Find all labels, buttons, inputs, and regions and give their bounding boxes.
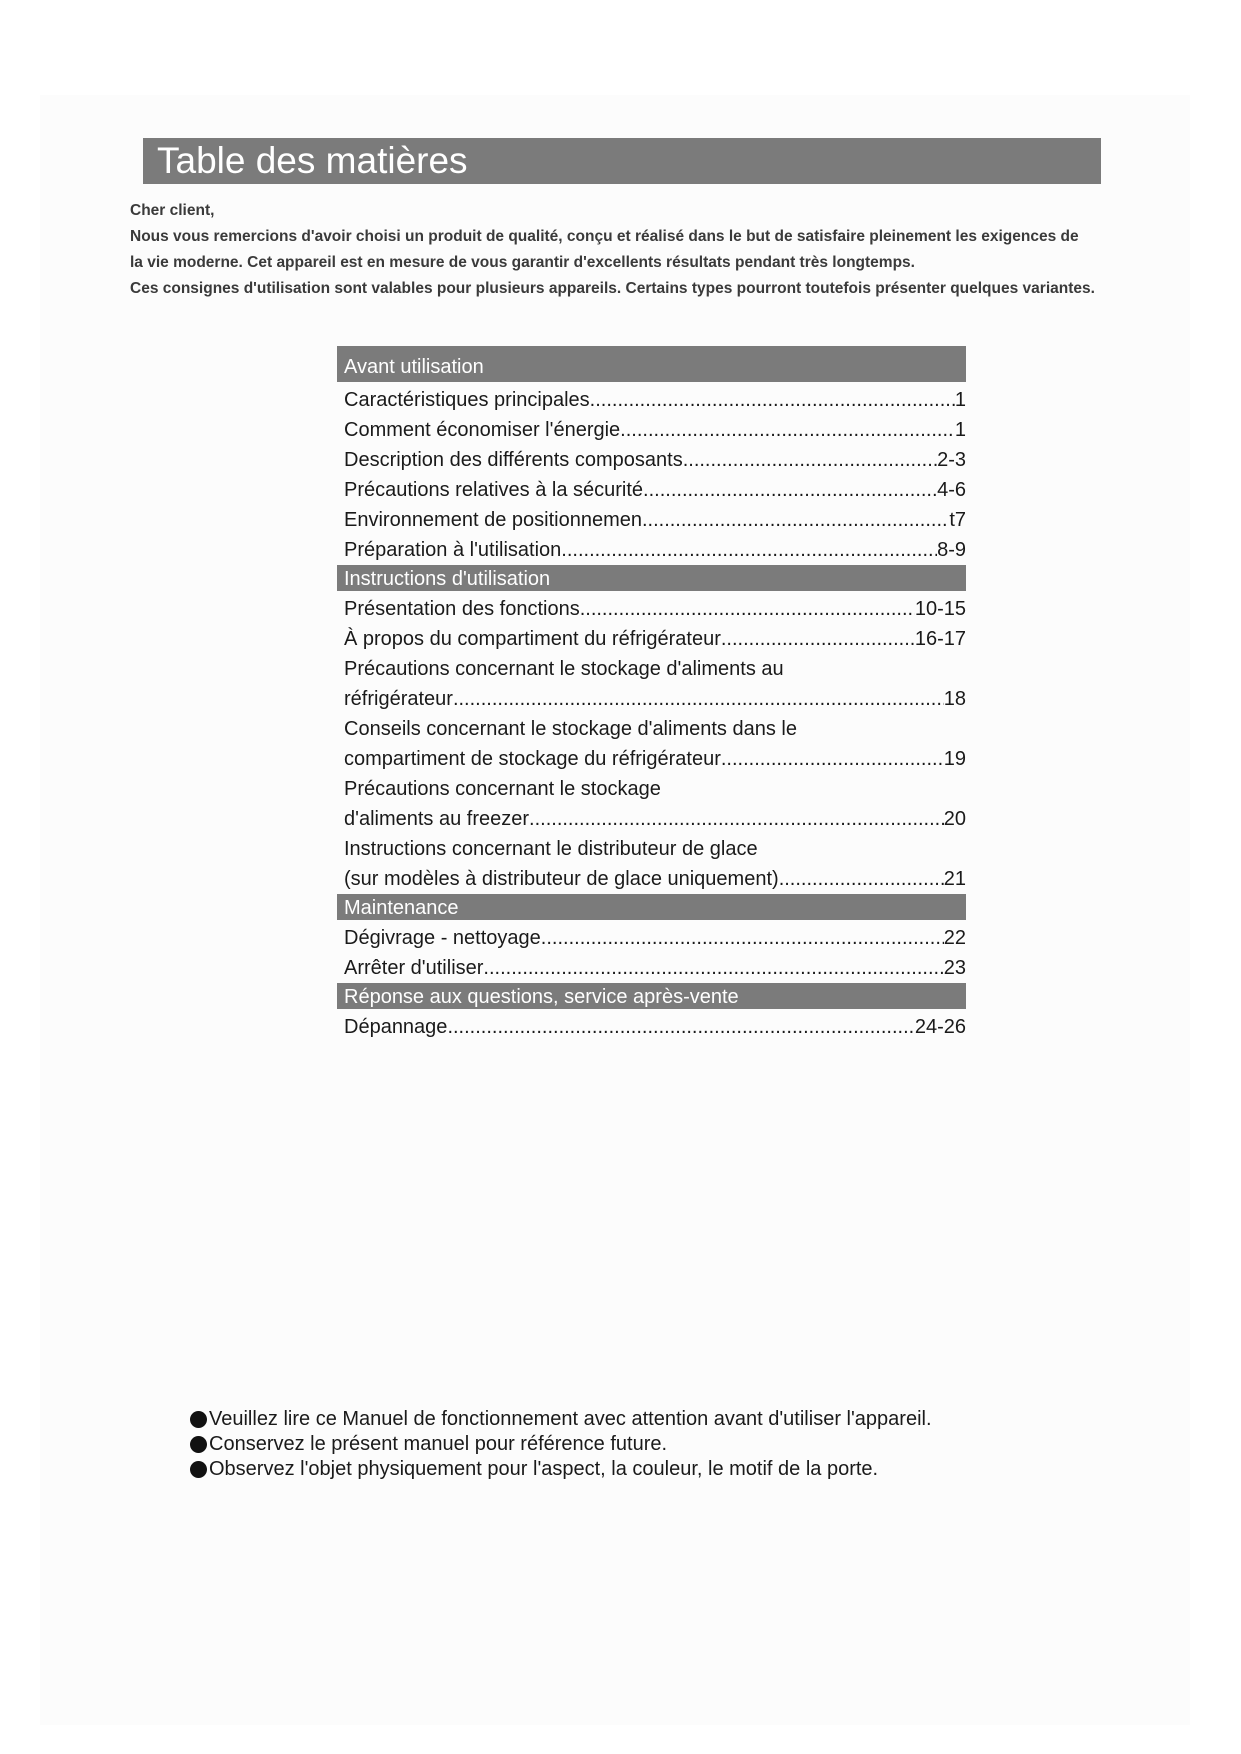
- toc-entry-title: d'aliments au freezer: [344, 808, 530, 830]
- toc-entry-first-line: Précautions concernant le stockage: [344, 778, 661, 800]
- toc-dot-leader: [447, 1012, 914, 1042]
- page-title: Table des matières: [143, 138, 1101, 184]
- bullet-icon: [190, 1436, 207, 1453]
- toc-entry-title: Présentation des fonctions: [344, 598, 580, 620]
- toc-entry[interactable]: [337, 475, 966, 505]
- note-text: Veuillez lire ce Manuel de fonctionnement avec attention avant d'utiliser l'appareil.: [209, 1408, 932, 1430]
- bullet-icon: [190, 1461, 207, 1478]
- toc-entry-page: 1: [954, 389, 966, 411]
- toc-entry-title: (sur modèles à distributeur de glace uniquement): [344, 868, 779, 890]
- toc-entry[interactable]: [337, 744, 966, 774]
- toc-entry-title: Caractéristiques principales: [344, 389, 590, 411]
- toc-dot-leader: [683, 445, 937, 475]
- toc-entry-title: réfrigérateur: [344, 688, 453, 710]
- bullet-icon: [190, 1411, 207, 1428]
- intro-line-1: Nous vous remercions d'avoir choisi un produit de qualité, conçu et réalisé dans le but de satisfaire pleinement les exigences de: [130, 228, 1079, 245]
- toc-entry[interactable]: [337, 445, 966, 475]
- toc-dot-leader: [453, 684, 944, 714]
- toc-dot-leader: [721, 744, 944, 774]
- toc-entry[interactable]: [337, 864, 966, 894]
- toc-entry-title: Arrêter d'utiliser: [344, 957, 484, 979]
- toc-section-heading-avant-utilisation: Avant utilisation: [337, 346, 966, 382]
- toc-section-heading-service: Réponse aux questions, service après-vente: [337, 983, 966, 1009]
- toc-entry[interactable]: [337, 385, 966, 415]
- toc-entry[interactable]: [337, 953, 966, 983]
- intro-text: [130, 198, 1130, 302]
- toc-dot-leader: [541, 923, 944, 953]
- toc-dot-leader: [561, 535, 937, 565]
- toc-dot-leader: [620, 415, 955, 445]
- toc-entry-page: 19: [943, 748, 966, 770]
- toc-section-heading-maintenance: Maintenance: [337, 894, 966, 920]
- toc-entry[interactable]: [337, 684, 966, 714]
- toc-entry-title: À propos du compartiment du réfrigérateur: [344, 628, 721, 650]
- toc-entry[interactable]: [337, 535, 966, 565]
- toc-dot-leader: [643, 475, 937, 505]
- toc-dot-leader: [721, 624, 915, 654]
- toc-entry-page: 23: [943, 957, 966, 979]
- intro-line-3: Ces consignes d'utilisation sont valables pour plusieurs appareils. Certains types pourront toutefois présenter quelques variantes.: [130, 280, 1095, 297]
- toc-entry[interactable]: [337, 804, 966, 834]
- intro-line-2: la vie moderne. Cet appareil est en mesure de vous garantir d'excellents résultats pendant très longtemps.: [130, 254, 915, 271]
- toc-entry-page: t7: [949, 509, 966, 531]
- intro-greeting: Cher client,: [130, 202, 215, 219]
- toc-entry-title: Précautions relatives à la sécurité: [344, 479, 644, 501]
- toc-entry-first-line: Précautions concernant le stockage d'aliments au: [344, 658, 784, 680]
- toc-entry-page: 21: [943, 868, 966, 890]
- toc-entry-title: compartiment de stockage du réfrigérateur: [344, 748, 721, 770]
- toc-dot-leader: [529, 804, 944, 834]
- toc-entry-page: 16-17: [914, 628, 966, 650]
- toc-entry[interactable]: [337, 923, 966, 953]
- toc-entry-title: Comment économiser l'énergie: [344, 419, 621, 441]
- toc-entry-page: 4-6: [937, 479, 966, 501]
- toc-entry[interactable]: [337, 624, 966, 654]
- toc-entry-page: 24-26: [914, 1016, 966, 1038]
- toc-entry-page: 10-15: [914, 598, 966, 620]
- toc-entry-title: Dépannage: [344, 1016, 448, 1038]
- toc-entry-page: 20: [943, 808, 966, 830]
- toc-entry-title: Description des différents composants: [344, 449, 683, 471]
- note-item: [190, 1432, 932, 1457]
- note-item: [190, 1457, 932, 1482]
- toc-entry-title: Environnement de positionnemen: [344, 509, 642, 531]
- toc-section-heading-instructions: Instructions d'utilisation: [337, 565, 966, 591]
- toc-entry[interactable]: [337, 415, 966, 445]
- table-of-contents: [337, 346, 966, 1042]
- toc-entry-page: 2-3: [937, 449, 966, 471]
- toc-entry-page: 8-9: [937, 539, 966, 561]
- toc-entry[interactable]: [337, 1012, 966, 1042]
- toc-dot-leader: [590, 385, 955, 415]
- toc-dot-leader: [642, 505, 949, 535]
- toc-entry-page: 18: [943, 688, 966, 710]
- toc-entry-page: 22: [943, 927, 966, 949]
- toc-entry[interactable]: [337, 594, 966, 624]
- toc-entry-first-line: Instructions concernant le distributeur de glace: [344, 838, 758, 860]
- toc-entry-title: Préparation à l'utilisation: [344, 539, 562, 561]
- toc-dot-leader: [779, 864, 944, 894]
- notes-list: [190, 1407, 932, 1482]
- note-text: Conservez le présent manuel pour référence future.: [209, 1433, 668, 1455]
- note-text: Observez l'objet physiquement pour l'aspect, la couleur, le motif de la porte.: [209, 1458, 879, 1480]
- note-item: [190, 1407, 932, 1432]
- toc-dot-leader: [483, 953, 943, 983]
- toc-entry-page: 1: [954, 419, 966, 441]
- toc-entry[interactable]: [337, 505, 966, 535]
- toc-dot-leader: [580, 594, 915, 624]
- toc-entry-title: Dégivrage - nettoyage: [344, 927, 541, 949]
- toc-entry-first-line: Conseils concernant le stockage d'aliments dans le: [344, 718, 797, 740]
